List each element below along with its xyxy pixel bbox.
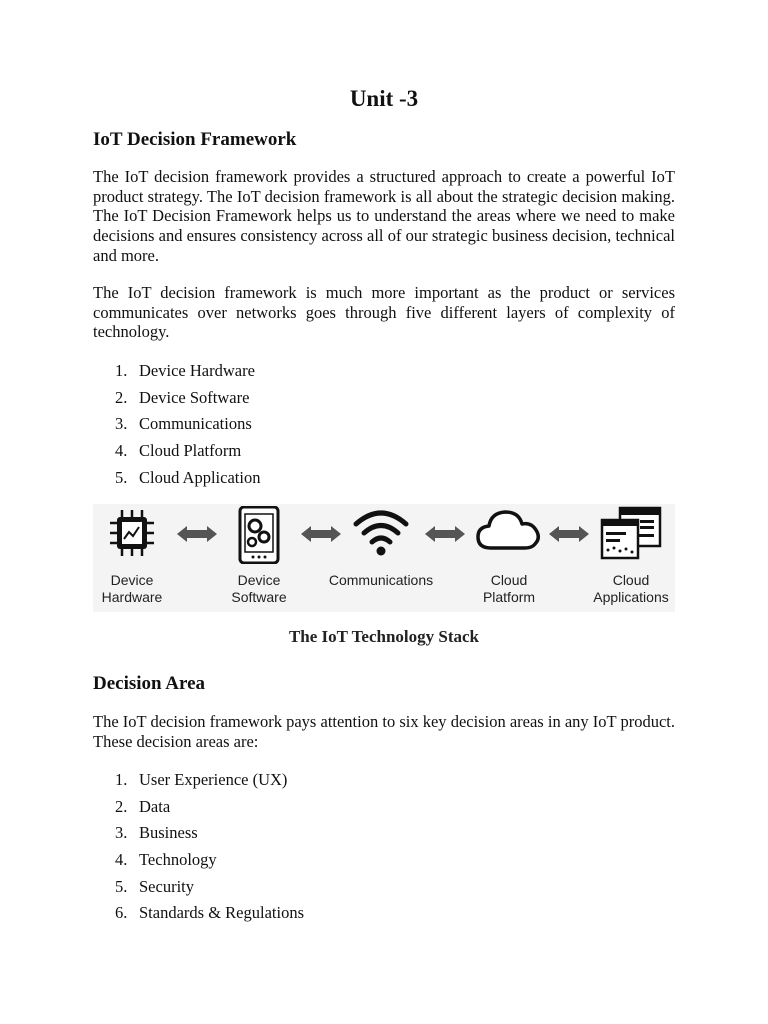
stack-item-device-hardware [77,504,187,612]
layers-paragraph: The IoT decision framework is much more important as the product or services communicates over networks goes through five different layers of complexity of technology. [93,283,675,342]
list-item: 1. Device Hardware [115,361,255,380]
app-windows-icon [598,506,664,562]
list-item: 2. Device Software [115,387,250,407]
chip-icon [108,506,156,560]
technology-layers-list [115,361,260,494]
list-item: 5. Cloud Application [115,467,261,487]
list-item: 3. Communications [115,414,252,434]
section-heading-decision-area: Decision Area [93,673,206,694]
list-item: 6. Standards & Regulations [115,903,304,923]
stack-item-cloud-platform [454,504,564,612]
list-item: 1. User Experience (UX) [115,770,288,789]
iot-technology-stack-figure [93,504,675,612]
figure-caption: The IoT Technology Stack [288,627,480,646]
wifi-icon [352,506,410,558]
list-item: 3. Business [115,823,198,843]
tablet-gears-icon [238,506,280,564]
stack-item-device-software [204,504,314,612]
list-item: 2. Data [115,796,171,816]
list-item: 4. Technology [115,850,217,870]
stack-item-communications [326,504,436,612]
stack-label: Device Software [231,572,287,605]
stack-label: Device Hardware [101,572,163,605]
cloud-icon [475,506,543,554]
page-title: Unit -3 [349,86,419,111]
intro-paragraph: The IoT decision framework provides a structured approach to create a powerful IoT product strategy. The IoT decision framework is all about the strategic decision making. The IoT Decision Framework helps us to understand the areas where we need to make decisions and ensures consistency across all of our strategic business decision, technical and more. [93,167,675,265]
stack-label: Communications [328,572,434,588]
list-item: 4. Cloud Platform [115,441,242,461]
stack-item-cloud-applications [576,504,686,612]
section-heading-iot-decision-framework: IoT Decision Framework [93,129,297,150]
stack-label: Cloud Applications [593,572,669,605]
decision-area-paragraph: The IoT decision framework pays attention to six key decision areas in any IoT product. These decision areas are: [93,712,675,751]
stack-label: Cloud Platform [482,572,536,605]
decision-areas-list [115,770,304,930]
list-item: 5. Security [115,876,194,896]
